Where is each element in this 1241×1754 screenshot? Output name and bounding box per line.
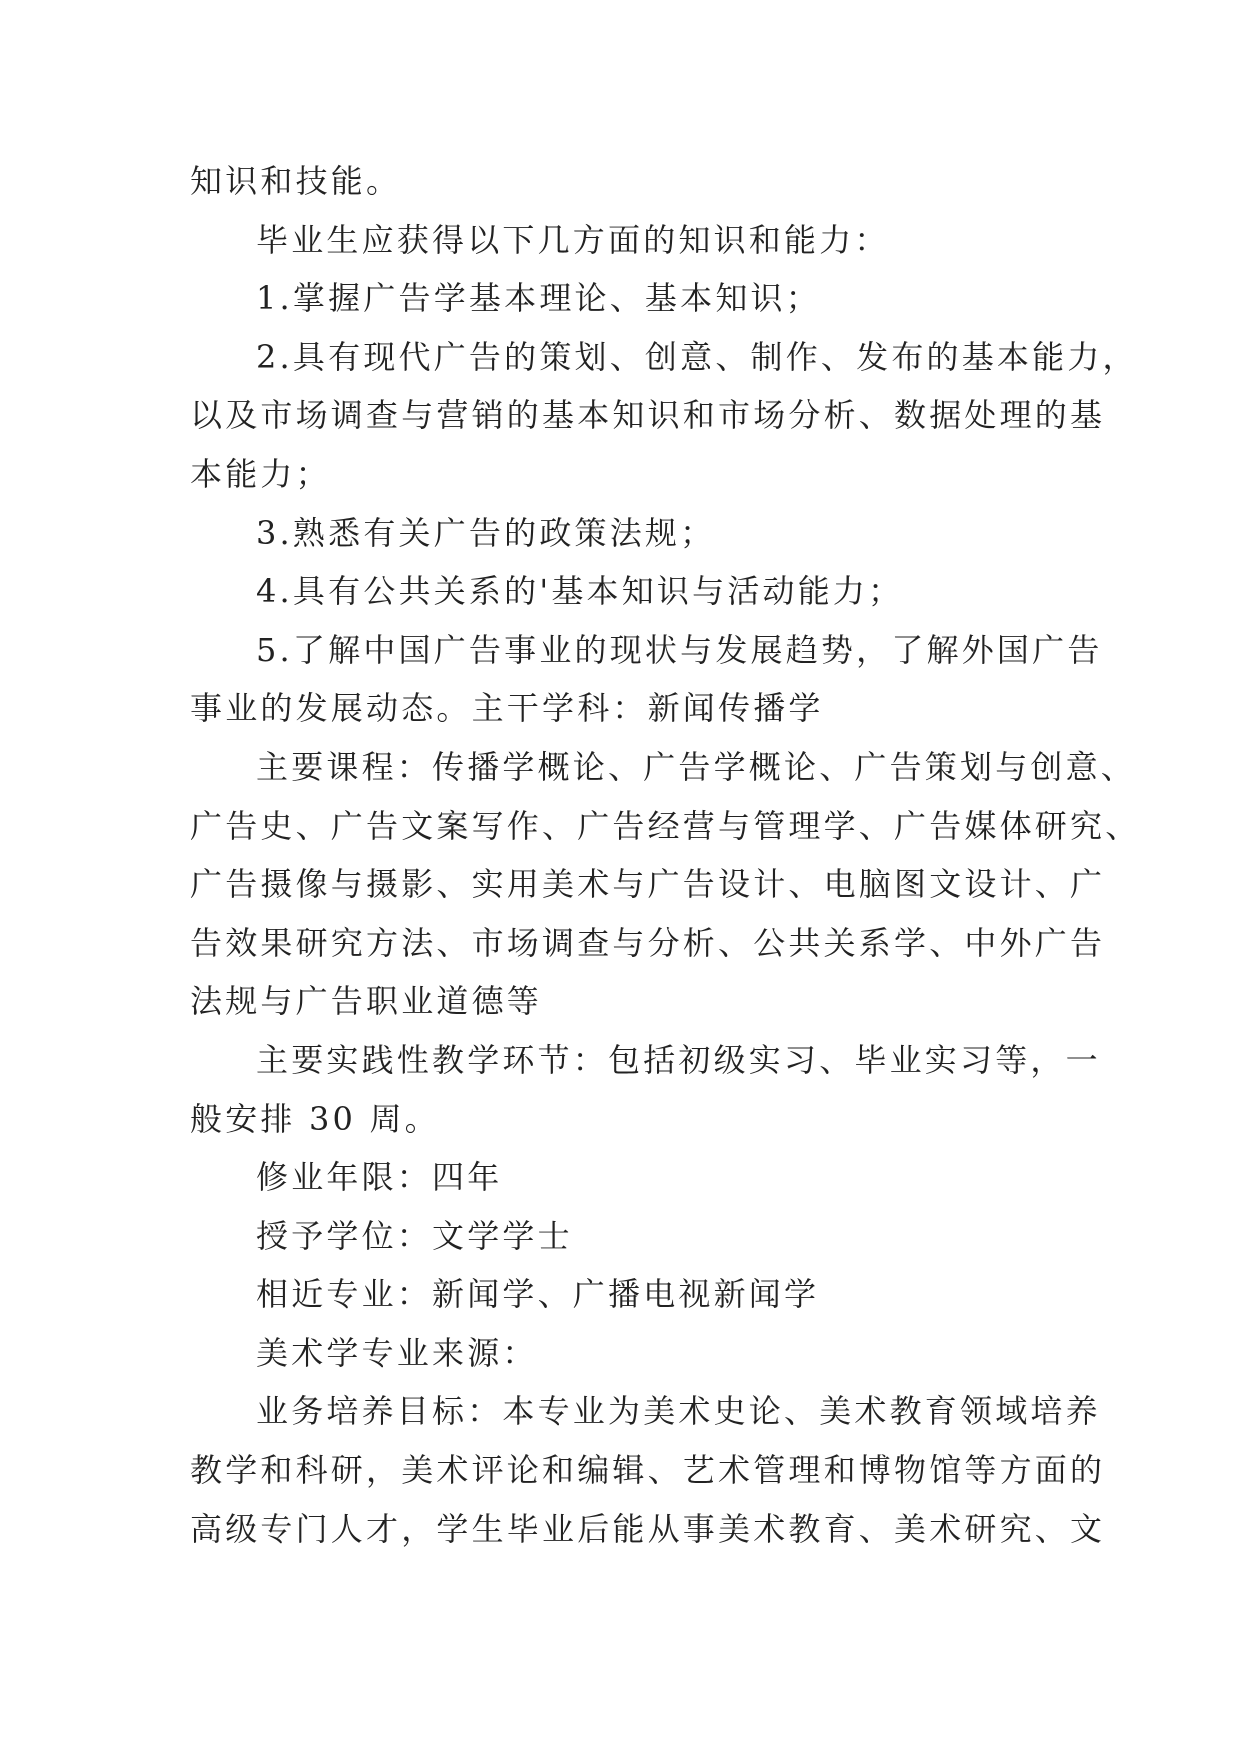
text-line: 修业年限：四年 [256, 1158, 503, 1197]
document-body [190, 152, 1141, 1558]
text-line: 业务培养目标：本专业为美术史论、美术教育领域培养 [256, 1392, 1101, 1431]
text-line: 广告史、广告文案写作、广告经营与管理学、广告媒体研究、 [190, 806, 1141, 845]
text-line: 5.了解中国广告事业的现状与发展趋势，了解外国广告 [256, 630, 1103, 669]
text-line: 高级专门人才，学生毕业后能从事美术教育、美术研究、文 [190, 1509, 1106, 1548]
text-line: 本能力； [190, 454, 331, 493]
text-line: 法规与广告职业道德等 [190, 982, 543, 1021]
text-line: 2.具有现代广告的策划、创意、制作、发布的基本能力， [256, 337, 1138, 376]
text-line: 以及市场调查与营销的基本知识和市场分析、数据处理的基 [190, 396, 1106, 435]
text-line: 告效果研究方法、市场调查与分析、公共关系学、中外广告 [190, 923, 1106, 962]
text-line: 般安排 30 周。 [190, 1099, 440, 1138]
text-line: 主要实践性教学环节：包括初级实习、毕业实习等，一 [256, 1040, 1101, 1079]
text-line: 事业的发展动态。主干学科：新闻传播学 [190, 689, 824, 728]
text-line: 相近专业：新闻学、广播电视新闻学 [256, 1275, 820, 1314]
text-line: 美术学专业来源： [256, 1333, 538, 1372]
text-line: 3.熟悉有关广告的政策法规； [256, 513, 716, 552]
text-line: 广告摄像与摄影、实用美术与广告设计、电脑图文设计、广 [190, 865, 1106, 904]
text-line: 主要课程：传播学概论、广告学概论、广告策划与创意、 [256, 747, 1137, 786]
text-line: 4.具有公共关系的'基本知识与活动能力； [256, 572, 904, 611]
text-line: 教学和科研，美术评论和编辑、艺术管理和博物馆等方面的 [190, 1451, 1106, 1490]
text-line: 1.掌握广告学基本理论、基本知识； [256, 279, 821, 318]
text-line: 授予学位：文学学士 [256, 1216, 573, 1255]
text-line: 知识和技能。 [190, 162, 402, 200]
text-line: 毕业生应获得以下几方面的知识和能力： [256, 220, 890, 259]
